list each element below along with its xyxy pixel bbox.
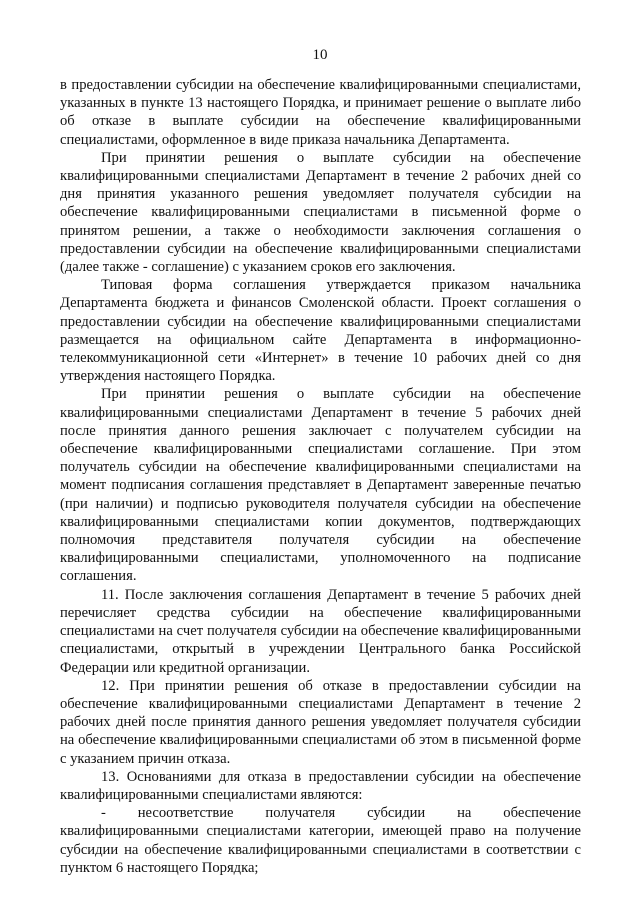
list-item-refusal-ground: - несоответствие получателя субсидии на обеспечение квалифицированными специалистами категории, имеющей право на получение субсидии на обеспечение квалифицированными специалистами в соответствии с пунктом 6 настоящего Порядка; <box>60 805 581 876</box>
paragraph-agreement-conclusion: При принятии решения о выплате субсидии на обеспечение квалифицированными специалистами Департамент в течение 5 рабочих дней после принятия данного решения заключает с получателем субсидии на обеспечение квалифицированными специалистами соглашение. При этом получатель субсидии на обеспечение квалифицированными специалистами на момент подписания соглашения представляет в Департамент заверенные печатью (при наличии) и подписью руководителя получателя субсидии на обеспечение квалифицированными специалистами копии документов, подтверждающих полномочия представителя получателя субсидии на обеспечение квалифицированными специалистами, уполномоченного на подписание соглашения. <box>60 386 581 585</box>
page-number: 10 <box>312 47 328 63</box>
paragraph-continuation: в предоставлении субсидии на обеспечение квалифицированными специалистами, указанных в пункте 13 настоящего Порядка, и принимает решение о выплате либо об отказе в выплате субсидии на обеспечение квалифицированными специалистами, оформленное в виде приказа начальника Департамента. <box>60 77 581 148</box>
paragraph-clause-13: 13. Основаниями для отказа в предоставлении субсидии на обеспечение квалифицированными специалистами являются: <box>60 768 581 803</box>
paragraph-clause-12: 12. При принятии решения об отказе в предоставлении субсидии на обеспечение квалифицированными специалистами Департамент в течение 2 рабочих дней после принятия данного решения уведомляет получателя субсидии на обеспечение квалифицированными специалистами об этом в письменной форме с указанием причин отказа. <box>60 677 581 767</box>
document-body <box>60 76 581 877</box>
paragraph-agreement-form: Типовая форма соглашения утверждается приказом начальника Департамента бюджета и финансов Смоленской области. Проект соглашения о предоставлении субсидии на обеспечение квалифицированными специалистами размещается на официальном сайте Департамента в информационно-телекоммуникационной сети «Интернет» в течение 10 рабочих дней со дня утверждения настоящего Порядка. <box>60 277 581 385</box>
paragraph-clause-11: 11. После заключения соглашения Департамент в течение 5 рабочих дней перечисляет средства субсидии на обеспечение квалифицированными специалистами на счет получателя субсидии на обеспечение квалифицированными специалистами, открытый в учреждении Центрального банка Российской Федерации или кредитной организации. <box>60 586 581 676</box>
paragraph-decision-notice: При принятии решения о выплате субсидии на обеспечение квалифицированными специалистами Департамент в течение 2 рабочих дней со дня принятия указанного решения уведомляет получателя субсидии на обеспечение квалифицированными специалистами в письменной форме о принятом решении, а также о необходимости заключения соглашения о предоставлении субсидии на обеспечение квалифицированными специалистами (далее также - соглашение) с указанием сроков его заключения. <box>60 149 581 276</box>
